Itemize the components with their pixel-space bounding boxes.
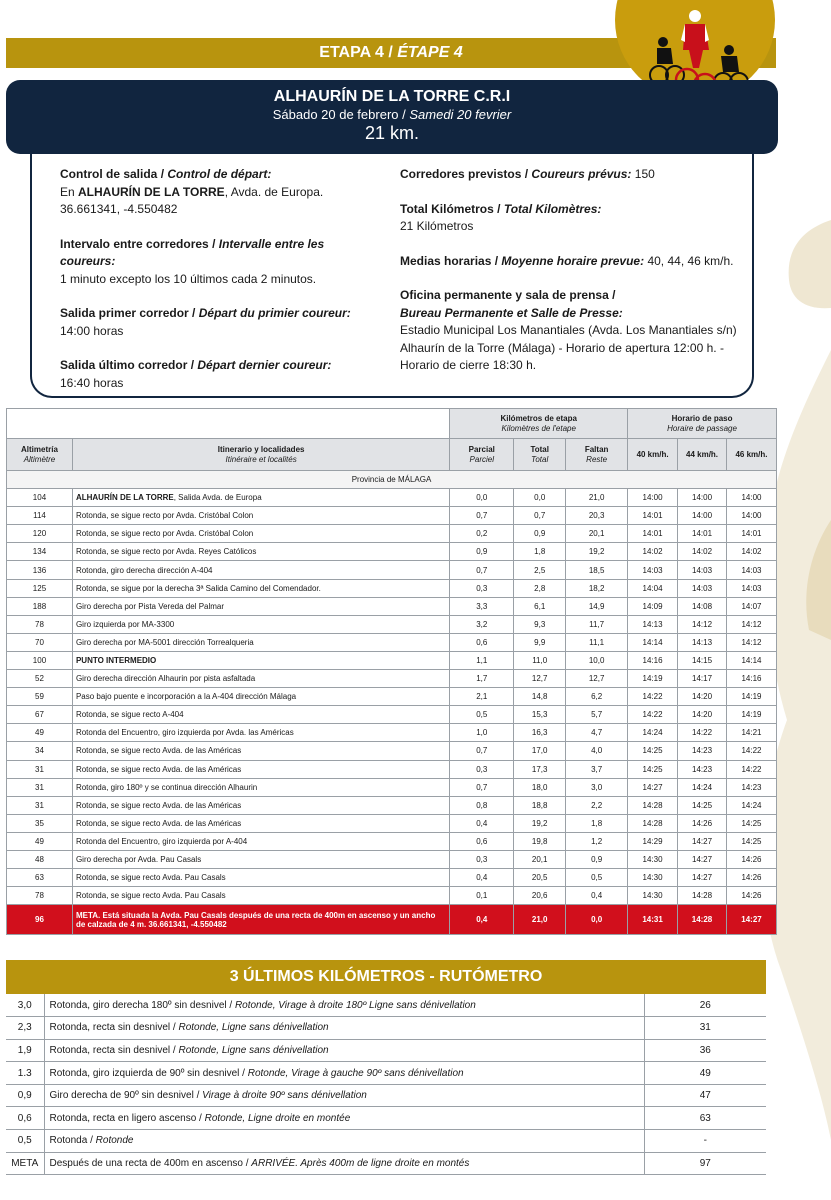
time-44-cell: 14:27: [678, 850, 727, 868]
time-46-cell: 14:26: [727, 869, 777, 887]
time-44-cell: 14:17: [678, 670, 727, 688]
faltan-cell: 0,5: [566, 869, 628, 887]
table-row: [7, 814, 777, 832]
altitude-cell: 36: [644, 1039, 766, 1062]
col-46: 46 km/h.: [727, 439, 777, 471]
table-row: [7, 543, 777, 561]
table-row: [7, 778, 777, 796]
time-46-cell: 14:16: [727, 670, 777, 688]
time-46-cell: 14:25: [727, 832, 777, 850]
rutometro-row: [6, 1107, 766, 1130]
time-46-cell: 14:00: [727, 507, 777, 525]
description-cell: Rotonda, recta sin desnivel / Rotonde, Ligne sans dénivellation: [44, 1017, 644, 1040]
table-row: [7, 597, 777, 615]
parcial-cell: 0,7: [450, 561, 514, 579]
rutometro-row: [6, 1062, 766, 1085]
table-row: [7, 832, 777, 850]
time-40-cell: 14:19: [628, 670, 678, 688]
col-faltan: Faltan Reste: [566, 439, 628, 471]
finish-altitude: 96: [7, 905, 73, 935]
table-row: [7, 489, 777, 507]
km-cell: META: [6, 1152, 44, 1175]
time-40-cell: 14:25: [628, 742, 678, 760]
time-46-cell: 14:25: [727, 814, 777, 832]
parcial-cell: 0,7: [450, 742, 514, 760]
time-40-cell: 14:13: [628, 615, 678, 633]
itinerary-cell: Rotonda, se sigue recto A-404: [72, 706, 449, 724]
time-40-cell: 14:30: [628, 887, 678, 905]
time-44-cell: 14:13: [678, 633, 727, 651]
table-row: [7, 724, 777, 742]
time-40-cell: 14:14: [628, 633, 678, 651]
col-total: Total Total: [514, 439, 566, 471]
altitude-cell: 47: [644, 1084, 766, 1107]
rutometro-row: [6, 994, 766, 1017]
time-44-cell: 14:27: [678, 869, 727, 887]
total-cell: 9,9: [514, 633, 566, 651]
total-cell: 20,1: [514, 850, 566, 868]
itinerary-table: [6, 408, 777, 935]
faltan-cell: 21,0: [566, 489, 628, 507]
km-cell: 0,9: [6, 1084, 44, 1107]
description-cell: Rotonda, giro izquierda de 90º sin desnivel / Rotonde, Virage à gauche 90º sans dénivellation: [44, 1062, 644, 1085]
parcial-cell: 1,0: [450, 724, 514, 742]
altitude-cell: 63: [7, 869, 73, 887]
parcial-cell: 0,2: [450, 525, 514, 543]
finish-parcial: 0,4: [450, 905, 514, 935]
total-cell: 15,3: [514, 706, 566, 724]
itinerary-cell: PUNTO INTERMEDIO: [72, 651, 449, 669]
total-cell: 1,8: [514, 543, 566, 561]
itinerary-cell: Rotonda, se sigue recto Avda. de las Américas: [72, 742, 449, 760]
time-46-cell: 14:03: [727, 579, 777, 597]
altitude-cell: 59: [7, 688, 73, 706]
time-40-cell: 14:02: [628, 543, 678, 561]
time-44-cell: 14:12: [678, 615, 727, 633]
riders-info: Corredores previstos / Coureurs prévus: 150: [400, 167, 655, 181]
altitude-cell: 134: [7, 543, 73, 561]
last-rider-info: Salida último corredor / Départ dernier coureur: 16:40 horas: [60, 358, 332, 390]
speeds-info: Medias horarias / Moyenne horaire prevue: 40, 44, 46 km/h.: [400, 253, 734, 268]
itinerary-cell: Rotonda, se sigue recto Avda. de las Américas: [72, 814, 449, 832]
col-44: 44 km/h.: [678, 439, 727, 471]
time-46-cell: 14:01: [727, 525, 777, 543]
altitude-cell: 63: [644, 1107, 766, 1130]
km-cell: 0,5: [6, 1130, 44, 1153]
itinerary-cell: Rotonda, se sigue recto por Avda. Cristóbal Colon: [72, 507, 449, 525]
total-cell: 2,8: [514, 579, 566, 597]
time-40-cell: 14:25: [628, 760, 678, 778]
parcial-cell: 0,8: [450, 796, 514, 814]
altitude-cell: 136: [7, 561, 73, 579]
itinerary-cell: Giro derecha por Pista Vereda del Palmar: [72, 597, 449, 615]
time-44-cell: 14:03: [678, 561, 727, 579]
stage-banner: ETAPA 4 / ÉTAPE 4: [6, 38, 776, 68]
time-44-cell: 14:23: [678, 742, 727, 760]
table-row: [7, 525, 777, 543]
time-40-cell: 14:30: [628, 850, 678, 868]
table-row: [7, 651, 777, 669]
faltan-cell: 2,2: [566, 796, 628, 814]
table-row: [7, 688, 777, 706]
altitude-cell: 49: [7, 832, 73, 850]
altitude-cell: 31: [7, 778, 73, 796]
finish-time-44: 14:28: [678, 905, 727, 935]
parcial-cell: 0,4: [450, 869, 514, 887]
parcial-cell: 0,3: [450, 850, 514, 868]
time-44-cell: 14:00: [678, 507, 727, 525]
itinerary-cell: Giro izquierda por MA-3300: [72, 615, 449, 633]
itinerary-cell: Giro derecha dirección Alhaurin por pista asfaltada: [72, 670, 449, 688]
time-46-cell: 14:26: [727, 850, 777, 868]
faltan-cell: 3,0: [566, 778, 628, 796]
parcial-cell: 2,1: [450, 688, 514, 706]
description-cell: Rotonda, recta sin desnivel / Rotonde, Ligne sans dénivellation: [44, 1039, 644, 1062]
itinerary-cell: Rotonda, se sigue por la derecha 3ª Salida Camino del Comendador.: [72, 579, 449, 597]
table-row: [7, 633, 777, 651]
altitude-cell: 34: [7, 742, 73, 760]
interval-info: Intervalo entre corredores / Intervalle entre les coureurs: 1 minuto excepto los 10 últimos cada 2 minutos.: [60, 236, 325, 286]
km-cell: 0,6: [6, 1107, 44, 1130]
itinerary-cell: Rotonda, se sigue recto Avda. de las Américas: [72, 796, 449, 814]
faltan-cell: 11,1: [566, 633, 628, 651]
total-cell: 19,2: [514, 814, 566, 832]
altitude-cell: 78: [7, 887, 73, 905]
faltan-cell: 20,1: [566, 525, 628, 543]
itinerary-cell: Rotonda, se sigue recto Avda. Pau Casals: [72, 887, 449, 905]
time-40-cell: 14:22: [628, 688, 678, 706]
rutometro-row: [6, 1017, 766, 1040]
faltan-cell: 4,0: [566, 742, 628, 760]
table-row: [7, 507, 777, 525]
stage-date: Sábado 20 de febrero / Samedi 20 fevrier: [272, 107, 512, 122]
parcial-cell: 0,3: [450, 579, 514, 597]
km-cell: 1,9: [6, 1039, 44, 1062]
time-40-cell: 14:09: [628, 597, 678, 615]
itinerary-cell: Rotonda del Encuentro, giro izquierda por Avda. las Américas: [72, 724, 449, 742]
faltan-cell: 3,7: [566, 760, 628, 778]
description-cell: Rotonda / Rotonde: [44, 1130, 644, 1153]
time-44-cell: 14:22: [678, 724, 727, 742]
altitude-cell: 114: [7, 507, 73, 525]
altitude-cell: 125: [7, 579, 73, 597]
km-group-header: Kilómetros de etapa Kilomètres de l'etape: [450, 409, 628, 439]
total-cell: 11,0: [514, 651, 566, 669]
time-44-cell: 14:24: [678, 778, 727, 796]
altitude-cell: 35: [7, 814, 73, 832]
total-cell: 0,0: [514, 489, 566, 507]
faltan-cell: 1,2: [566, 832, 628, 850]
time-46-cell: 14:00: [727, 489, 777, 507]
finish-time-40: 14:31: [628, 905, 678, 935]
time-40-cell: 14:00: [628, 489, 678, 507]
time-46-cell: 14:22: [727, 742, 777, 760]
faltan-cell: 6,2: [566, 688, 628, 706]
km-cell: 1.3: [6, 1062, 44, 1085]
table-row: [7, 579, 777, 597]
time-40-cell: 14:04: [628, 579, 678, 597]
itinerary-cell: Giro derecha por Avda. Pau Casals: [72, 850, 449, 868]
total-cell: 0,9: [514, 525, 566, 543]
time-46-cell: 14:22: [727, 760, 777, 778]
time-44-cell: 14:01: [678, 525, 727, 543]
finish-description: META. Está situada la Avda. Pau Casals después de una recta de 400m en ascenso y un ancho de calzada de 4 m. 36.661341, -4.550482: [72, 905, 449, 935]
faltan-cell: 10,0: [566, 651, 628, 669]
altitude-cell: 26: [644, 994, 766, 1017]
parcial-cell: 0,5: [450, 706, 514, 724]
faltan-cell: 20,3: [566, 507, 628, 525]
altitude-cell: 188: [7, 597, 73, 615]
time-44-cell: 14:00: [678, 489, 727, 507]
altitude-cell: 70: [7, 633, 73, 651]
time-40-cell: 14:24: [628, 724, 678, 742]
km-cell: 2,3: [6, 1017, 44, 1040]
itinerary-cell: Rotonda, se sigue recto Avda. de las Américas: [72, 760, 449, 778]
total-cell: 9,3: [514, 615, 566, 633]
press-office-info: Oficina permanente y sala de prensa / Bureau Permanente et Salle de Presse: Estadio Municipal Los Manantiales (Avda. Los Manantiales s/n) Alhaurín de la Torre (Málaga) - Horario de apertura 12:00 h. - Horario de cierre 18:30 h.: [400, 288, 737, 372]
total-cell: 20,5: [514, 869, 566, 887]
parcial-cell: 0,0: [450, 489, 514, 507]
total-cell: 18,0: [514, 778, 566, 796]
time-46-cell: 14:23: [727, 778, 777, 796]
time-40-cell: 14:28: [628, 814, 678, 832]
stage-label-fr: ÉTAPE 4: [397, 44, 463, 61]
description-cell: Rotonda, giro derecha 180º sin desnivel / Rotonde, Virage à droite 180º Ligne sans dénivellation: [44, 994, 644, 1017]
table-row: [7, 706, 777, 724]
rutometro-row: [6, 1130, 766, 1153]
total-km-info: Total Kilómetros / Total Kilomètres: 21 Kilómetros: [400, 201, 602, 233]
col-itinerario: Itinerario y localidades Itinéraire et localités: [72, 439, 449, 471]
itinerary-cell: Rotonda, se sigue recto por Avda. Reyes Católicos: [72, 543, 449, 561]
description-cell: Giro derecha de 90º sin desnivel / Virage à droite 90º sans dénivellation: [44, 1084, 644, 1107]
total-cell: 17,3: [514, 760, 566, 778]
altitude-cell: 49: [644, 1062, 766, 1085]
itinerary-cell: Rotonda, giro 180º y se continua dirección Alhaurin: [72, 778, 449, 796]
faltan-cell: 18,5: [566, 561, 628, 579]
altitude-cell: 31: [7, 760, 73, 778]
itinerary-cell: Giro derecha por MA-5001 dirección Torrealqueria: [72, 633, 449, 651]
table-row: [7, 869, 777, 887]
faltan-cell: 1,8: [566, 814, 628, 832]
table-row: [7, 670, 777, 688]
time-44-cell: 14:08: [678, 597, 727, 615]
time-46-cell: 14:14: [727, 651, 777, 669]
col-40: 40 km/h.: [628, 439, 678, 471]
time-46-cell: 14:26: [727, 887, 777, 905]
control-info: Control de salida / Control de départ: En ALHAURÍN DE LA TORRE, Avda. de Europa. 36.661341, -4.550482: [60, 167, 324, 216]
finish-total: 21,0: [514, 905, 566, 935]
total-cell: 20,6: [514, 887, 566, 905]
col-parcial: Parcial Parciel: [450, 439, 514, 471]
parcial-cell: 0,4: [450, 814, 514, 832]
description-cell: Rotonda, recta en ligero ascenso / Rotonde, Ligne droite en montée: [44, 1107, 644, 1130]
total-cell: 18,8: [514, 796, 566, 814]
time-44-cell: 14:28: [678, 887, 727, 905]
parcial-cell: 0,7: [450, 507, 514, 525]
stage-title: ALHAURÍN DE LA TORRE C.R.I: [273, 88, 511, 105]
itinerary-cell: Rotonda, se sigue recto por Avda. Cristóbal Colon: [72, 525, 449, 543]
time-40-cell: 14:29: [628, 832, 678, 850]
rutometro-table: [6, 994, 766, 1175]
faltan-cell: 4,7: [566, 724, 628, 742]
time-40-cell: 14:01: [628, 525, 678, 543]
altitude-cell: 67: [7, 706, 73, 724]
time-46-cell: 14:07: [727, 597, 777, 615]
stage-distance: 21 km.: [364, 123, 420, 143]
finish-time-46: 14:27: [727, 905, 777, 935]
rutometro-row: [6, 1152, 766, 1175]
faltan-cell: 12,7: [566, 670, 628, 688]
time-44-cell: 14:20: [678, 688, 727, 706]
total-cell: 12,7: [514, 670, 566, 688]
time-46-cell: 14:02: [727, 543, 777, 561]
faltan-cell: 5,7: [566, 706, 628, 724]
parcial-cell: 0,6: [450, 832, 514, 850]
parcial-cell: 0,7: [450, 778, 514, 796]
time-44-cell: 14:20: [678, 706, 727, 724]
rutometro-title: 3 ÚLTIMOS KILÓMETROS - RUTÓMETRO: [6, 960, 766, 994]
altitude-cell: 52: [7, 670, 73, 688]
time-44-cell: 14:23: [678, 760, 727, 778]
table-row: [7, 742, 777, 760]
col-altimetria: Altimetría Altimètre: [7, 439, 73, 471]
time-46-cell: 14:21: [727, 724, 777, 742]
total-cell: 6,1: [514, 597, 566, 615]
altitude-cell: 31: [644, 1017, 766, 1040]
altitude-cell: 120: [7, 525, 73, 543]
time-46-cell: 14:24: [727, 796, 777, 814]
info-left-column: [60, 166, 380, 409]
stage-title-box: [6, 80, 778, 154]
time-40-cell: 14:27: [628, 778, 678, 796]
stage-label: ETAPA 4: [319, 44, 384, 61]
altitude-cell: 48: [7, 850, 73, 868]
stage-info: [30, 150, 754, 398]
time-46-cell: 14:12: [727, 633, 777, 651]
parcial-cell: 0,9: [450, 543, 514, 561]
altitude-cell: 97: [644, 1152, 766, 1175]
itinerary-cell: Rotonda del Encuentro, giro izquierda por A-404: [72, 832, 449, 850]
time-40-cell: 14:28: [628, 796, 678, 814]
parcial-cell: 0,3: [450, 760, 514, 778]
faltan-cell: 19,2: [566, 543, 628, 561]
parcial-cell: 3,2: [450, 615, 514, 633]
time-46-cell: 14:19: [727, 688, 777, 706]
parcial-cell: 1,1: [450, 651, 514, 669]
time-46-cell: 14:19: [727, 706, 777, 724]
altitude-cell: 78: [7, 615, 73, 633]
parcial-cell: 1,7: [450, 670, 514, 688]
table-row: [7, 850, 777, 868]
total-cell: 16,3: [514, 724, 566, 742]
faltan-cell: 18,2: [566, 579, 628, 597]
time-40-cell: 14:01: [628, 507, 678, 525]
time-40-cell: 14:22: [628, 706, 678, 724]
finish-faltan: 0,0: [566, 905, 628, 935]
faltan-cell: 14,9: [566, 597, 628, 615]
faltan-cell: 11,7: [566, 615, 628, 633]
altitude-cell: 104: [7, 489, 73, 507]
province-row: Provincia de MÁLAGA: [7, 471, 777, 489]
time-group-header: Horario de paso Horaire de passage: [628, 409, 777, 439]
total-cell: 19,8: [514, 832, 566, 850]
time-44-cell: 14:15: [678, 651, 727, 669]
table-row: [7, 615, 777, 633]
rutometro-row: [6, 1084, 766, 1107]
table-row: [7, 887, 777, 905]
total-cell: 14,8: [514, 688, 566, 706]
parcial-cell: 3,3: [450, 597, 514, 615]
time-44-cell: 14:03: [678, 579, 727, 597]
total-cell: 0,7: [514, 507, 566, 525]
faltan-cell: 0,4: [566, 887, 628, 905]
time-46-cell: 14:12: [727, 615, 777, 633]
itinerary-cell: Rotonda, giro derecha dirección A-404: [72, 561, 449, 579]
time-44-cell: 14:25: [678, 796, 727, 814]
itinerary-cell: Paso bajo puente e incorporación a la A-404 dirección Málaga: [72, 688, 449, 706]
itinerary-cell: ALHAURÍN DE LA TORRE, Salida Avda. de Europa: [72, 489, 449, 507]
table-row: [7, 760, 777, 778]
altitude-cell: 100: [7, 651, 73, 669]
info-right-column: [400, 166, 750, 392]
time-46-cell: 14:03: [727, 561, 777, 579]
parcial-cell: 0,1: [450, 887, 514, 905]
description-cell: Después de una recta de 400m en ascenso / ARRIVÉE. Après 400m de ligne droite en montés: [44, 1152, 644, 1175]
time-40-cell: 14:30: [628, 869, 678, 887]
time-44-cell: 14:26: [678, 814, 727, 832]
itinerary-cell: Rotonda, se sigue recto Avda. Pau Casals: [72, 869, 449, 887]
time-44-cell: 14:27: [678, 832, 727, 850]
time-40-cell: 14:03: [628, 561, 678, 579]
table-row: [7, 796, 777, 814]
altitude-cell: -: [644, 1130, 766, 1153]
total-cell: 17,0: [514, 742, 566, 760]
total-cell: 2,5: [514, 561, 566, 579]
parcial-cell: 0,6: [450, 633, 514, 651]
altitude-cell: 49: [7, 724, 73, 742]
rutometro-row: [6, 1039, 766, 1062]
faltan-cell: 0,9: [566, 850, 628, 868]
first-rider-info: Salida primer corredor / Départ du primier coureur: 14:00 horas: [60, 306, 351, 338]
table-row: [7, 561, 777, 579]
time-40-cell: 14:16: [628, 651, 678, 669]
km-cell: 3,0: [6, 994, 44, 1017]
time-44-cell: 14:02: [678, 543, 727, 561]
finish-row: [7, 905, 777, 935]
altitude-cell: 31: [7, 796, 73, 814]
